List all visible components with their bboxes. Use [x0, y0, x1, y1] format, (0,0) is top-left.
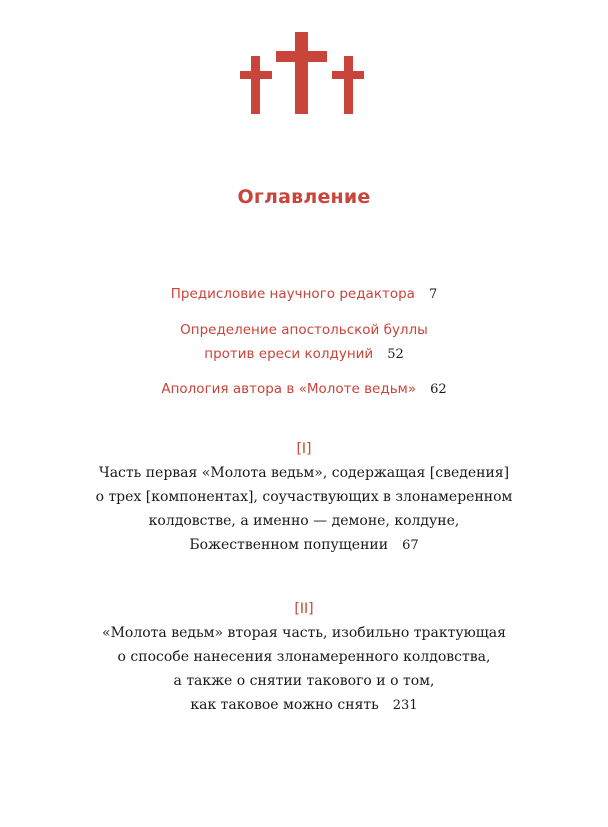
- part-title-line: колдовстве, а именно — демоне, колдуне,: [148, 513, 460, 529]
- toc-part[interactable]: [0, 597, 608, 718]
- toc-entry-title: Апология автора в «Молоте ведьм»: [161, 381, 417, 397]
- part-title-line: «Молота ведьм» вторая часть, изобильно трактующая: [102, 625, 506, 641]
- part-title-line: о трех [компонентах], соучаствующих в злонамеренном: [95, 489, 513, 505]
- part-title-line: Часть первая «Молота ведьм», содержащая [сведения]: [98, 465, 510, 481]
- part-numeral: [II]: [294, 601, 314, 617]
- part-title-line: Божественном попущении: [189, 537, 389, 553]
- toc-entry[interactable]: [0, 318, 608, 367]
- page-title: Оглавление: [237, 186, 371, 208]
- toc-entry[interactable]: [0, 282, 608, 307]
- toc-page-number: 67: [402, 538, 419, 553]
- part-title-line: как таковое можно снять: [190, 697, 379, 713]
- toc-part[interactable]: [0, 437, 608, 558]
- toc-entry-title: Предисловие научного редактора: [170, 286, 415, 302]
- toc-entry-title-line: Определение апостольской буллы: [180, 322, 428, 338]
- toc-page-number: 231: [392, 698, 418, 713]
- part-numeral: [I]: [296, 441, 312, 457]
- toc-page-number: 7: [428, 287, 438, 302]
- toc-page-number: 62: [430, 382, 447, 397]
- toc-entry-title-line: против ереси колдуний: [204, 346, 374, 362]
- part-title-line: а также о снятии такового и о том,: [173, 673, 435, 689]
- toc-page-number: 52: [387, 347, 404, 362]
- part-title-line: о способе нанесения злонамеренного колдовства,: [117, 649, 491, 665]
- three-crosses-icon: [240, 32, 364, 114]
- toc-entry[interactable]: [0, 377, 608, 402]
